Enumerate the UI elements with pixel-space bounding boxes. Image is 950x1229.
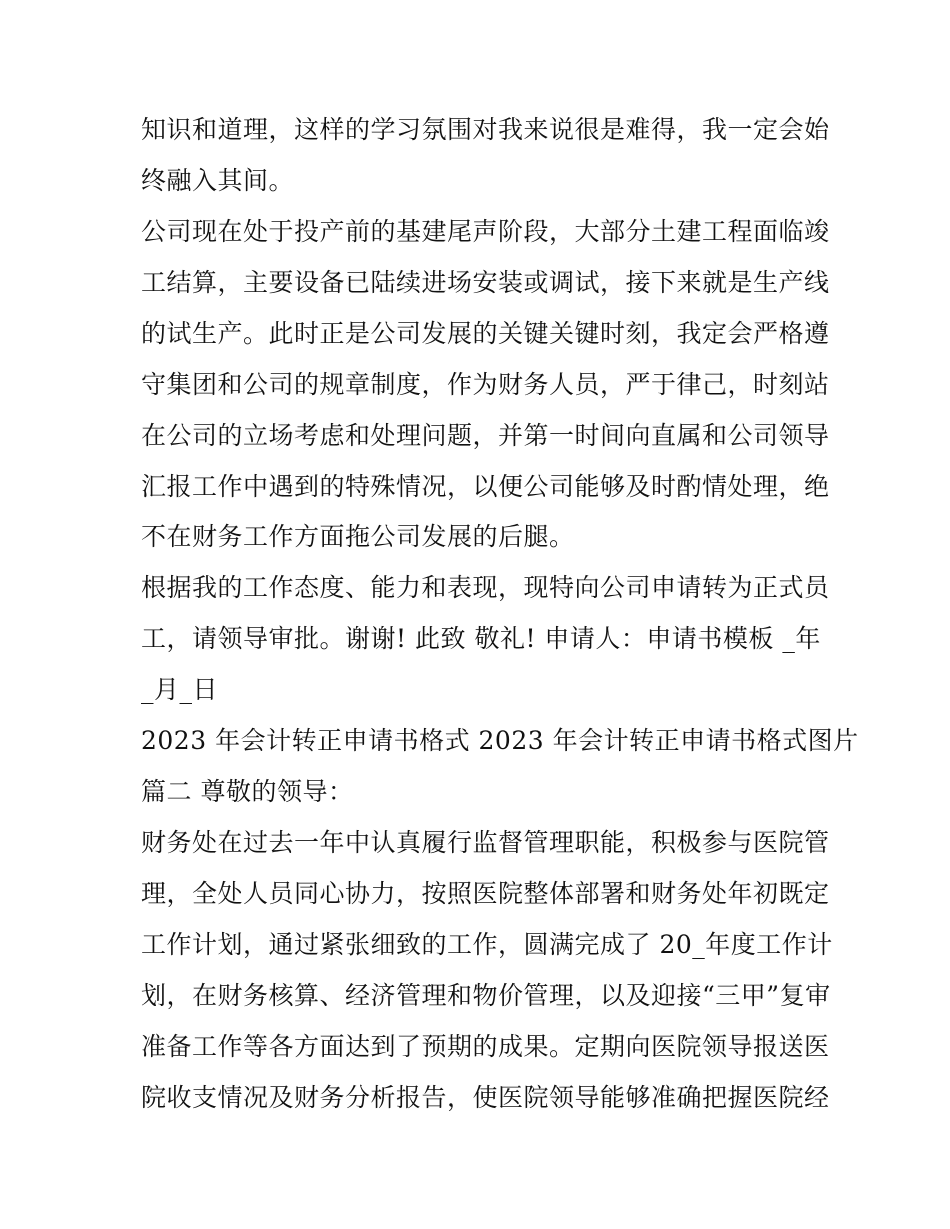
text-line: 汇报工作中遇到的特殊情况，以便公司能够及时酌情处理，绝: [141, 472, 830, 501]
text-line: 篇二 尊敬的领导：: [141, 777, 354, 806]
text-line: 在公司的立场考虑和处理问题，并第一时间向直属和公司领导: [141, 421, 830, 450]
text-line: 工，请领导审批。谢谢! 此致 敬礼! 申请人：申请书模板 _年: [141, 624, 821, 653]
text-line: 工结算，主要设备已陆续进场安装或调试，接下来就是生产线: [141, 268, 830, 297]
text-line: 公司现在处于投产前的基建尾声阶段，大部分土建工程面临竣: [141, 217, 830, 246]
text-line: _月_日: [141, 675, 219, 704]
text-line: 知识和道理，这样的学习氛围对我来说很是难得，我一定会始: [141, 115, 830, 144]
text-line: 院收支情况及财务分析报告，使医院领导能够准确把握医院经: [141, 1083, 830, 1112]
text-line: 根据我的工作态度、能力和表现，现特向公司申请转为正式员: [141, 573, 830, 602]
text-line: 的试生产。此时正是公司发展的关键关键时刻，我定会严格遵: [141, 319, 830, 348]
text-line: 守集团和公司的规章制度，作为财务人员，严于律己，时刻站: [141, 370, 830, 399]
text-line: 不在财务工作方面拖公司发展的后腿。: [141, 522, 575, 551]
text-line: 准备工作等各方面达到了预期的成果。定期向医院领导报送医: [141, 1032, 830, 1061]
text-line: 工作计划，通过紧张细致的工作，圆满完成了 20_年度工作计: [141, 930, 833, 959]
text-line: 2023 年会计转正申请书格式 2023 年会计转正申请书格式图片: [141, 726, 859, 755]
text-line: 划，在财务核算、经济管理和物价管理，以及迎接“三甲”复审: [141, 981, 831, 1010]
text-line: 财务处在过去一年中认真履行监督管理职能，积极参与医院管: [141, 828, 830, 857]
text-line: 终融入其间。: [141, 166, 295, 195]
text-line: 理，全处人员同心协力，按照医院整体部署和财务处年初既定: [141, 879, 830, 908]
